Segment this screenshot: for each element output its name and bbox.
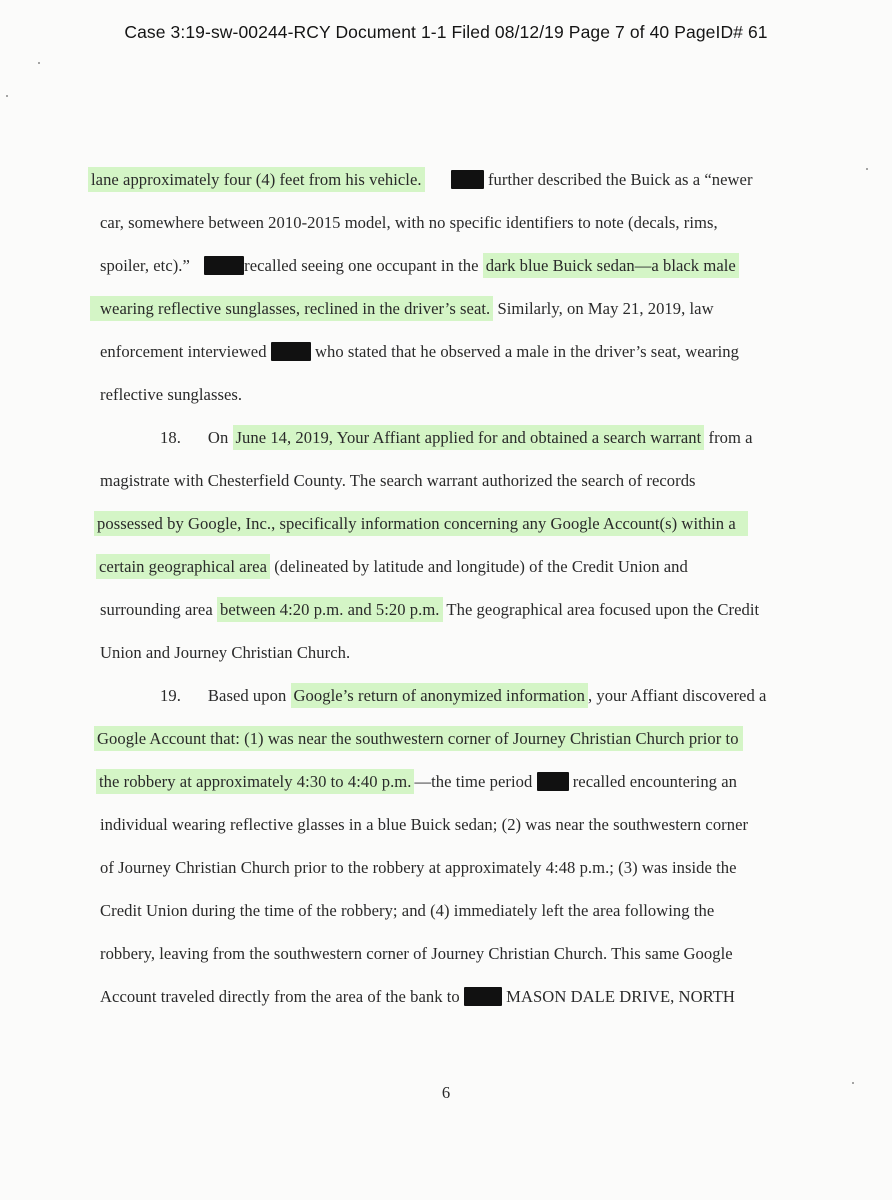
text-line-8: magistrate with Chesterfield County. The search warrant authorized the search of records	[100, 471, 696, 490]
text-line-12: Union and Journey Christian Church.	[100, 643, 351, 662]
paragraph-number: 19.	[160, 686, 181, 705]
highlight: lane approximately four (4) feet from his vehicle.	[88, 167, 425, 192]
redaction	[451, 170, 484, 189]
highlight: wearing reflective sunglasses, reclined in the driver’s seat.	[90, 296, 493, 321]
highlight: between 4:20 p.m. and 5:20 p.m.	[217, 597, 443, 622]
highlight: June 14, 2019, Your Affiant applied for and obtained a search warrant	[233, 425, 705, 450]
text-line-6: reflective sunglasses.	[100, 385, 243, 404]
text-line-17: of Journey Christian Church prior to the robbery at approximately 4:48 p.m.; (3) was inside the	[100, 858, 737, 877]
scan-speck	[38, 62, 40, 64]
text-line-15: the robbery at approximately 4:30 to 4:40 p.m. —the time period recalled encountering an	[96, 772, 737, 792]
redaction	[271, 342, 311, 361]
highlight: Google Account that: (1) was near the southwestern corner of Journey Christian Church prior to	[94, 726, 743, 751]
text-line-20: Account traveled directly from the area of the bank to MASON DALE DRIVE, NORTH	[100, 987, 735, 1006]
scan-speck	[866, 168, 868, 170]
text-line-3: spoiler, etc).” recalled seeing one occupant in the dark blue Buick sedan—a black male	[100, 256, 739, 276]
paragraph-18-start: 18. On June 14, 2019, Your Affiant applied for and obtained a search warrant from a	[160, 428, 753, 448]
scan-speck	[852, 1082, 854, 1084]
text-line-2: car, somewhere between 2010-2015 model, with no specific identifiers to note (decals, rims,	[100, 213, 718, 232]
text-line-14	[94, 729, 743, 749]
redaction	[464, 987, 502, 1006]
text-line-11: surrounding area between 4:20 p.m. and 5:20 p.m. The geographical area focused upon the Credit	[100, 600, 759, 620]
highlight: Google’s return of anonymized information	[291, 683, 588, 708]
text-line-1: lane approximately four (4) feet from his vehicle. further described the Buick as a “newer	[88, 170, 753, 190]
text-line-18: Credit Union during the time of the robbery; and (4) immediately left the area following the	[100, 901, 715, 920]
highlight: the robbery at approximately 4:30 to 4:40 p.m.	[96, 769, 414, 794]
paragraph-number: 18.	[160, 428, 181, 447]
text-line-19: robbery, leaving from the southwestern corner of Journey Christian Church. This same Google	[100, 944, 733, 963]
text-line-16: individual wearing reflective glasses in a blue Buick sedan; (2) was near the southwestern corner	[100, 815, 749, 834]
text-line-4: wearing reflective sunglasses, reclined in the driver’s seat. Similarly, on May 21, 2019, law	[90, 299, 714, 319]
redaction	[537, 772, 569, 791]
paragraph-19-start: 19. Based upon Google’s return of anonymized information , your Affiant discovered a	[160, 686, 766, 706]
text-line-5: enforcement interviewed who stated that he observed a male in the driver’s seat, wearing	[100, 342, 739, 361]
highlight: dark blue Buick sedan—a black male	[483, 253, 739, 278]
text-line-10: certain geographical area (delineated by latitude and longitude) of the Credit Union and	[96, 557, 688, 577]
scan-speck	[6, 95, 8, 97]
page-number: 6	[441, 1083, 451, 1102]
text-line-9	[94, 514, 748, 534]
redaction	[204, 256, 244, 275]
highlight: possessed by Google, Inc., specifically information concerning any Google Account(s) within a	[94, 511, 748, 536]
highlight: certain geographical area	[96, 554, 270, 579]
case-header: Case 3:19-sw-00244-RCY Document 1-1 Filed 08/12/19 Page 7 of 40 PageID# 61	[124, 22, 768, 42]
